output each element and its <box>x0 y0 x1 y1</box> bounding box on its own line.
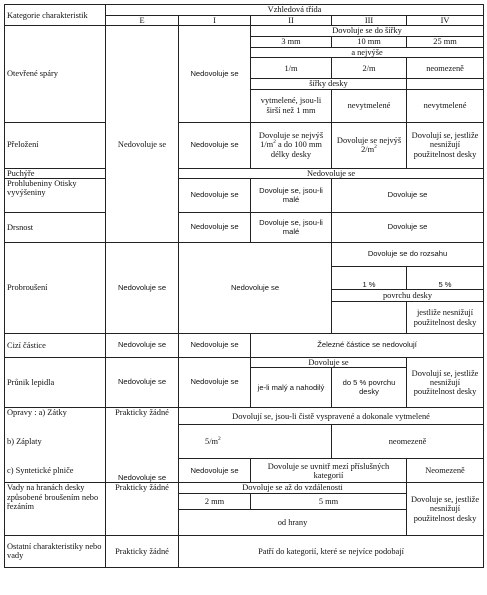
open-gaps-blank <box>407 79 484 89</box>
open-gaps-width-allowed: Dovoluje se do šířky <box>251 26 484 36</box>
glue-iii: do 5 % povrchu desky <box>332 368 407 408</box>
edge-allowed: Dovoluje se až do vzdálenosti <box>179 483 407 493</box>
class-e: E <box>106 16 179 26</box>
header-visual-class: Vzhledová třída <box>106 5 484 16</box>
repairs-e-practical: Prakticky žádné <box>106 408 179 459</box>
repairs-patches-value: 5/m <box>205 437 219 447</box>
foreign-rest: Železné částice se nedovolují <box>251 334 484 358</box>
row-roughness-label: Drsnost <box>5 213 106 243</box>
dents-iii-iv: Dovoluje se <box>332 179 484 213</box>
roughness-iii-iv: Dovoluje se <box>332 213 484 243</box>
other-rest: Patří do kategorií, které se nejvíce podobají <box>179 535 484 567</box>
open-gaps-e <box>106 26 179 122</box>
overlap-ii-a: Dovoluje se nejvýš 1/m <box>258 131 324 150</box>
overlap-iii-a: Dovoluje se nejvýš 2/m <box>336 135 402 155</box>
row-edge-label: Vady na hranách desky způsobené broušením nebo řezáním <box>5 483 106 535</box>
roughness-e <box>106 213 179 243</box>
overlap-iii <box>332 122 407 168</box>
glue-allowed: Dovoluje se <box>251 358 407 368</box>
row-blisters-label: Puchýře <box>5 168 106 178</box>
row-open-gaps-label: Otevřené spáry <box>5 26 106 122</box>
row-other-label: Ostatní charakteristiky nebo vady <box>5 535 106 567</box>
sand-through-note-iv: jestliže nesnižují použitelnost desky <box>407 302 484 334</box>
edge-dist-b: 5 mm <box>251 493 407 509</box>
row-repairs-plugs-label: Opravy : a) Zátky <box>5 408 106 425</box>
class-iv: IV <box>407 16 484 26</box>
roughness-i: Nedovoluje se <box>179 213 251 243</box>
glue-ii: je-li malý a nahodilý <box>251 368 332 408</box>
open-gaps-board-width: šířky desky <box>251 79 407 89</box>
blisters-value: Nedovoluje se <box>179 168 484 178</box>
repairs-fillers-ii-iii: Dovoluje se uvnitř mezí příslušných kategorií <box>251 459 407 483</box>
sand-through-pct-iv: 5 % <box>407 267 484 290</box>
header-category: Kategorie charakteristik <box>5 5 106 26</box>
class-i: I <box>179 16 251 26</box>
open-gaps-note-iii: nevytmelené <box>332 89 407 122</box>
repairs-fillers-iv: Neomezeně <box>407 459 484 483</box>
sand-through-pct-iii: 1 % <box>332 267 407 290</box>
edge-from-edge: od hrany <box>179 509 407 535</box>
open-gaps-note-ii: vytmelené, jsou-li širší než 1 mm <box>251 89 332 122</box>
edge-dist-a: 2 mm <box>179 493 251 509</box>
dents-ii: Dovoluje se, jsou-li malé <box>251 179 332 213</box>
row-repairs-fillers-label: c) Syntetické plniče <box>5 459 106 483</box>
dents-i: Nedovoluje se <box>179 179 251 213</box>
class-ii: II <box>251 16 332 26</box>
glue-iv: Dovolují se, jestliže nesnižují použitelnost desky <box>407 358 484 408</box>
open-gaps-count-ii: 1/m <box>251 58 332 79</box>
open-gaps-note-iv: nevytmelené <box>407 89 484 122</box>
open-gaps-width-iv: 25 mm <box>407 36 484 47</box>
repairs-patches-sup: 2 <box>218 436 221 443</box>
glue-e: Nedovoluje se <box>106 358 179 408</box>
open-gaps-max: a nejvýše <box>251 47 484 57</box>
repairs-e-nedovoluje: Nedovoluje se <box>106 459 179 483</box>
blisters-e <box>106 168 179 178</box>
foreign-i: Nedovoluje se <box>179 334 251 358</box>
open-gaps-width-ii: 3 mm <box>251 36 332 47</box>
dents-e <box>106 179 179 213</box>
glue-i: Nedovoluje se <box>179 358 251 408</box>
row-foreign-label: Cizí částice <box>5 334 106 358</box>
repairs-patches-i-ii <box>179 425 332 459</box>
row-repairs-patches-label: b) Záplaty <box>5 425 106 459</box>
foreign-e: Nedovoluje se <box>106 334 179 358</box>
sand-through-e: Nedovoluje se <box>106 243 179 334</box>
row-overlap-label: Přeložení <box>5 122 106 168</box>
overlap-ii <box>251 122 332 168</box>
repairs-fillers-i: Nedovoluje se <box>179 459 251 483</box>
class-iii: III <box>332 16 407 26</box>
overlap-ii-sup: 2 <box>273 139 276 146</box>
open-gaps-i: Nedovoluje se <box>179 26 251 122</box>
other-e: Prakticky žádné <box>106 535 179 567</box>
sand-through-extent: Dovoluje se do rozsahu <box>332 243 484 267</box>
overlap-iv: Dovolují se, jestliže nesnižují použitelnost desky <box>407 122 484 168</box>
roughness-ii: Dovoluje se, jsou-li malé <box>251 213 332 243</box>
visual-class-table <box>4 4 484 568</box>
row-glue-label: Průnik lepidla <box>5 358 106 408</box>
sand-through-blank <box>332 302 407 334</box>
open-gaps-width-iii: 10 mm <box>332 36 407 47</box>
overlap-ii-b: a do 100 mm délky desky <box>270 140 322 159</box>
sand-through-surface: povrchu desky <box>332 290 484 302</box>
overlap-iii-sup: 2 <box>374 144 377 151</box>
repairs-patches-iii-iv: neomezeně <box>332 425 484 459</box>
row-sand-through-label: Probroušení <box>5 243 106 334</box>
repairs-plugs: Dovolují se, jsou-li čistě vyspravené a dokonale vytmelené <box>179 408 484 425</box>
overlap-i: Nedovoluje se <box>179 122 251 168</box>
open-gaps-count-iii: 2/m <box>332 58 407 79</box>
sand-through-i-ii: Nedovoluje se <box>179 243 332 334</box>
edge-e: Prakticky žádné <box>106 483 179 535</box>
open-gaps-count-iv: neomezeně <box>407 58 484 79</box>
edge-iv: Dovoluje se, jestliže nesnižují použitelnost desky <box>407 483 484 535</box>
overlap-e: Nedovoluje se <box>106 122 179 168</box>
row-dents-label: Prohlubeniny Otisky vyvýšeniny <box>5 179 106 213</box>
